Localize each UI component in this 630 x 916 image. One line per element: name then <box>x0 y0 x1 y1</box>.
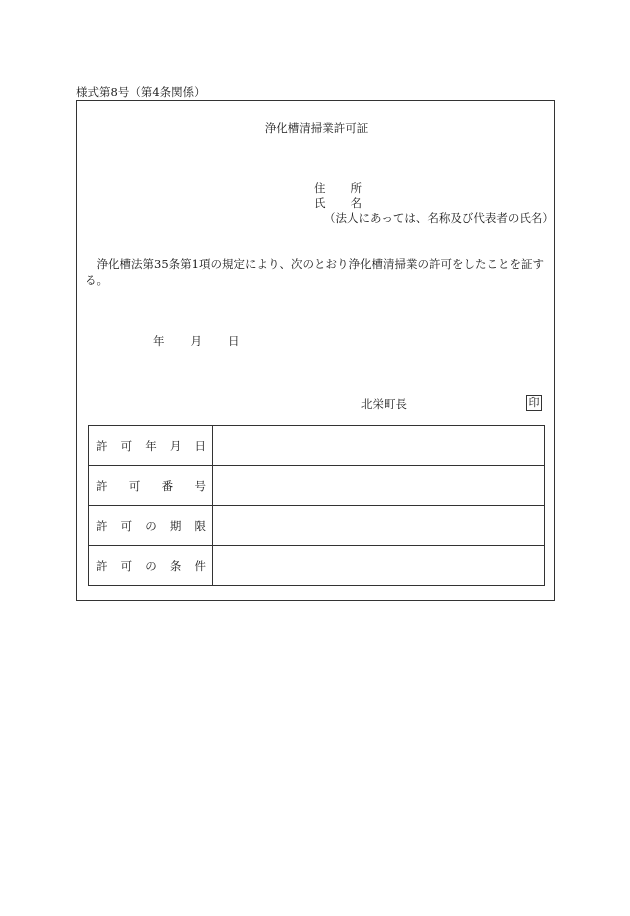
permit-conditions-label: 許 可 の 条 件 <box>96 558 206 573</box>
date-year-label: 年 <box>153 334 165 348</box>
permit-date-value[interactable] <box>213 426 545 466</box>
name-label: 氏 名 <box>314 196 362 210</box>
permit-period-label-cell <box>89 506 213 546</box>
date-day-label: 日 <box>228 334 240 348</box>
table-row <box>89 466 545 506</box>
table-row <box>89 426 545 466</box>
corporate-name-note: （法人にあっては、名称及び代表者の氏名） <box>324 211 554 225</box>
certificate-body-text: 浄化槽法第35条第1項の規定により、次のとおり浄化槽清掃業の許可をしたことを証する。 <box>85 257 544 287</box>
permit-details-table <box>88 425 545 586</box>
permit-number-value[interactable] <box>213 466 545 506</box>
permit-date-label-cell <box>89 426 213 466</box>
issuer-title: 北栄町長 <box>361 397 407 411</box>
address-label: 住 所 <box>314 181 362 195</box>
permit-conditions-value[interactable] <box>213 546 545 586</box>
permit-period-value[interactable] <box>213 506 545 546</box>
certificate-frame <box>76 100 555 601</box>
table-row <box>89 546 545 586</box>
permit-date-label: 許 可 年 月 日 <box>96 438 206 453</box>
permit-number-label-cell <box>89 466 213 506</box>
permit-number-label: 許 可 番 号 <box>96 478 206 493</box>
table-row <box>89 506 545 546</box>
issue-date <box>153 333 266 349</box>
seal-mark: 印 <box>526 395 542 411</box>
date-month-label: 月 <box>190 334 202 348</box>
form-number-label: 様式第8号（第4条関係） <box>76 85 206 99</box>
permit-period-label: 許 可 の 期 限 <box>96 518 206 533</box>
address-row <box>314 180 362 196</box>
document-title: 浄化槽清掃業許可証 <box>264 121 369 135</box>
name-row <box>314 195 362 211</box>
permit-conditions-label-cell <box>89 546 213 586</box>
